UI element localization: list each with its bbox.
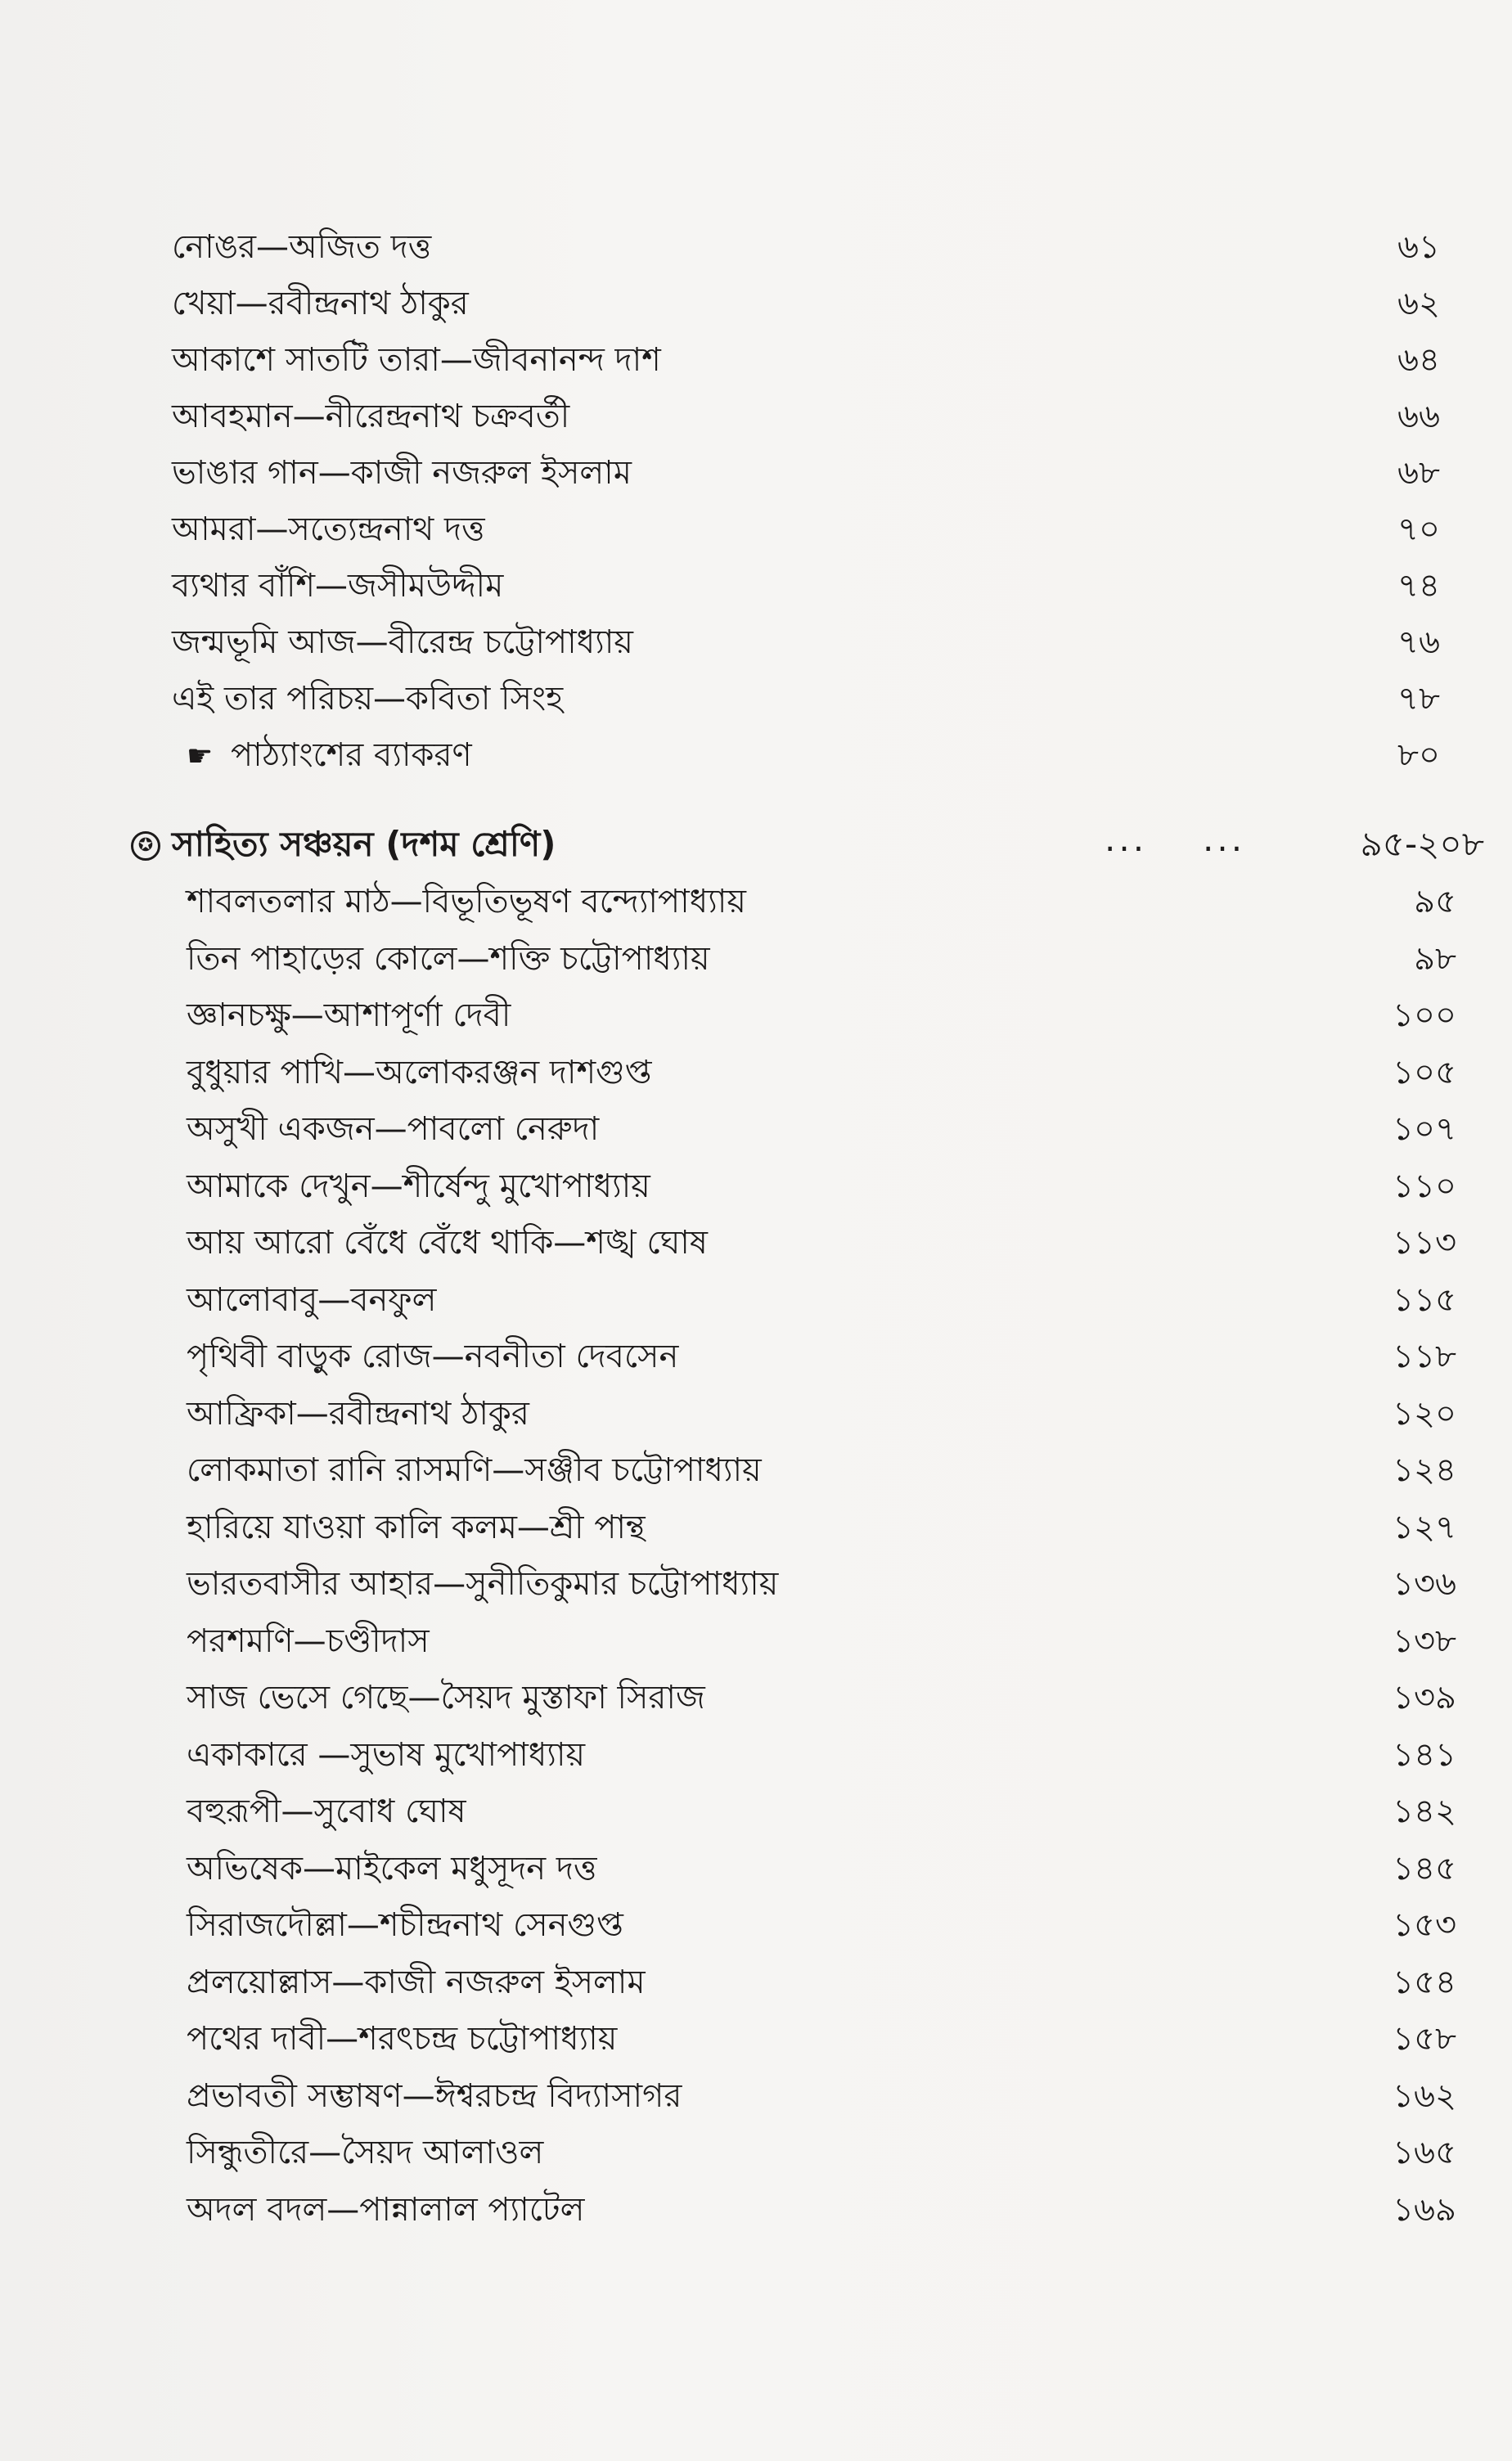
toc-entry-title: লোকমাতা রানি রাসমণি—সঞ্জীব চট্টোপাধ্যায়	[187, 1451, 762, 1489]
toc-entry-page: ১৩৯	[1393, 1679, 1456, 1716]
toc-entry-title: জন্মভূমি আজ—বীরেন্দ্র চট্টোপাধ্যায়	[172, 623, 633, 661]
toc-entry-page: ৬৪	[1397, 341, 1440, 379]
toc-entry-title: ভারতবাসীর আহার—সুনীতিকুমার চট্টোপাধ্যায়	[187, 1565, 779, 1603]
star-circle-icon: ✪	[131, 831, 160, 861]
toc-entry-page: ১৫৪	[1393, 1963, 1456, 2001]
toc-entry-title: পথের দাবী—শরৎচন্দ্র চট্টোপাধ্যায়	[187, 2020, 618, 2058]
toc-entry	[164, 1955, 1489, 2012]
toc-entry-title: তিন পাহাড়ের কোলে—শক্তি চট্টোপাধ্যায়	[187, 939, 710, 978]
toc-entry-title: অদল বদল—পান্নালাল প্যাটেল	[187, 2190, 585, 2229]
toc-entry-page: ১৪১	[1393, 1735, 1456, 1774]
toc-entry-page: ৭৬	[1397, 623, 1440, 661]
toc-entry-title: পৃথিবী বাড়ুক রোজ—নবনীতা দেবসেন	[187, 1338, 679, 1375]
toc-entry	[164, 1500, 1489, 1557]
toc-entry-page: ৬২	[1397, 285, 1440, 322]
toc-entry-title: বহুরূপী—সুবোধ ঘোষ	[187, 1793, 466, 1830]
toc-entry-title: আয় আরো বেঁধে বেঁধে থাকি—শঙ্খ ঘোষ	[187, 1224, 708, 1262]
toc-entry	[164, 445, 1489, 502]
toc-entry-page: ৯৮	[1414, 939, 1456, 978]
toc-entry-page: ১৫৩	[1393, 1906, 1456, 1944]
toc-entry	[164, 1329, 1489, 1386]
toc-entry	[164, 1159, 1489, 1216]
toc-entry	[164, 1784, 1489, 1841]
toc-entry-title: আলোবাবু—বনফুল	[187, 1280, 437, 1319]
toc-entry-title: একাকারে —সুভাষ মুখোপাধ্যায়	[187, 1735, 586, 1774]
toc-entry	[164, 332, 1489, 389]
toc-entry	[164, 1841, 1489, 1898]
toc-entry-title: পাঠ্যাংশের ব্যাকরণ	[231, 736, 472, 774]
toc-entry	[164, 1272, 1489, 1329]
toc-entry-page: ১৩৮	[1393, 1622, 1456, 1660]
leader-dots: ...	[1105, 819, 1148, 859]
toc-entry	[164, 1613, 1489, 1671]
toc-entry-page: ১৬৫	[1393, 2134, 1456, 2171]
toc-entry-title: বুধুয়ার পাখি—অলোকরঞ্জন দাশগুপ্ত	[187, 1053, 652, 1091]
toc-entry	[164, 1045, 1489, 1102]
toc-entry	[164, 1727, 1489, 1784]
toc-entry	[164, 1386, 1489, 1443]
toc-entry-page: ১৩৬	[1393, 1565, 1456, 1603]
toc-entry	[164, 276, 1489, 332]
toc-list-part1	[164, 219, 1489, 727]
toc-entry-page: ৭৮	[1397, 680, 1440, 718]
toc-entry-page: ৬৮	[1397, 454, 1440, 492]
toc-entry-page: ১১৩	[1393, 1224, 1456, 1262]
toc-entry-page: ১৪৫	[1393, 1849, 1456, 1887]
toc-entry-page: ৭০	[1397, 511, 1440, 548]
toc-entry-page: ৯৫	[1414, 883, 1456, 920]
pointing-hand-icon: ☛	[187, 740, 214, 773]
toc-list-part2	[164, 874, 1489, 2238]
toc-entry-title: হারিয়ে যাওয়া কালি কলম—শ্রী পান্থ	[187, 1508, 646, 1546]
toc-entry	[164, 1556, 1489, 1613]
toc-entry-title: প্রলয়োল্লাস—কাজী নজরুল ইসলাম	[187, 1963, 646, 2001]
toc-entry-title: আমাকে দেখুন—শীর্ষেন্দু মুখোপাধ্যায়	[187, 1167, 650, 1205]
toc-entry	[164, 874, 1489, 931]
toc-entry-title: আমরা—সত্যেন্দ্রনাথ দত্ত	[172, 511, 485, 548]
toc-entry	[164, 1215, 1489, 1272]
section-heading	[137, 815, 1489, 874]
toc-entry	[164, 1442, 1489, 1500]
toc-entry	[164, 988, 1489, 1045]
toc-entry-page: ১২০	[1393, 1394, 1456, 1433]
toc-entry	[164, 2182, 1489, 2239]
toc-entry-title: সিন্ধুতীরে—সৈয়দ আলাওল	[187, 2134, 544, 2171]
toc-entry	[164, 614, 1489, 671]
toc-entry	[164, 671, 1489, 727]
toc-entry-title: অসুখী একজন—পাবলো নেরুদা	[187, 1110, 600, 1148]
toc-entry	[164, 219, 1489, 276]
toc-entry	[164, 1101, 1489, 1159]
toc-entry-title: খেয়া—রবীন্দ্রনাথ ঠাকুর	[172, 285, 469, 322]
toc-entry	[164, 931, 1489, 988]
toc-entry-page: ১১৮	[1393, 1338, 1456, 1375]
toc-entry-page: ১৬২	[1393, 2076, 1456, 2115]
toc-entry-title: আবহমান—নীরেন্দ্রনাথ চক্রবর্তী	[172, 398, 570, 435]
leader-dots: ...	[1203, 819, 1246, 859]
section-title: সাহিত্য সঞ্চয়ন (দশম শ্রেণি)	[172, 824, 556, 864]
toc-entry	[164, 1670, 1489, 1727]
toc-entry-title: নোঙর—অজিত দত্ত	[172, 228, 432, 266]
toc-entry	[164, 389, 1489, 445]
toc-entry	[164, 2125, 1489, 2182]
toc-entry-title: প্রভাবতী সম্ভাষণ—ঈশ্বরচন্দ্র বিদ্যাসাগর	[187, 2076, 682, 2115]
toc-entry	[164, 2011, 1489, 2068]
toc-entry-title: ব্যথার বাঁশি—জসীমউদ্দীম	[172, 567, 504, 605]
toc-entry	[164, 558, 1489, 614]
toc-entry-page: ১০৭	[1393, 1110, 1456, 1148]
toc-entry-page: ১১৫	[1393, 1280, 1456, 1319]
toc-entry-grammar	[164, 727, 1489, 784]
toc-entry-page: ১৫৮	[1393, 2020, 1456, 2058]
toc-entry-page: ৮০	[1397, 736, 1440, 774]
toc-entry-title: এই তার পরিচয়—কবিতা সিংহ	[172, 680, 564, 718]
toc-entry-page: ৬১	[1397, 228, 1440, 266]
toc-entry-page: ৭৪	[1397, 567, 1440, 605]
table-of-contents	[137, 219, 1489, 2238]
toc-entry	[164, 502, 1489, 558]
toc-entry-page: ১০৫	[1393, 1053, 1456, 1091]
toc-entry-page: ৬৬	[1397, 398, 1440, 435]
toc-entry-title: শাবলতলার মাঠ—বিভূতিভূষণ বন্দ্যোপাধ্যায়	[187, 883, 746, 920]
toc-entry-title: সাজ ভেসে গেছে—সৈয়দ মুস্তাফা সিরাজ	[187, 1679, 705, 1716]
toc-entry-page: ১০০	[1393, 997, 1456, 1034]
toc-entry-page: ১১০	[1393, 1167, 1456, 1205]
toc-entry-title: সিরাজদৌল্লা—শচীন্দ্রনাথ সেনগুপ্ত	[187, 1906, 623, 1944]
toc-entry-page: ১৬৯	[1393, 2190, 1456, 2229]
toc-entry-title: আফ্রিকা—রবীন্দ্রনাথ ঠাকুর	[187, 1394, 529, 1433]
toc-entry-title: পরশমণি—চণ্ডীদাস	[187, 1622, 430, 1660]
toc-entry-page: ১২৭	[1393, 1508, 1456, 1546]
toc-entry	[164, 1897, 1489, 1955]
toc-entry-page: ১৪২	[1393, 1793, 1456, 1830]
toc-entry-title: আকাশে সাতটি তারা—জীবনানন্দ দাশ	[172, 341, 661, 379]
section-page-range: ৯৫-২০৮	[1360, 824, 1484, 864]
toc-entry-title: জ্ঞানচক্ষু—আশাপূর্ণা দেবী	[187, 997, 511, 1034]
toc-entry-title: ভাঙার গান—কাজী নজরুল ইসলাম	[172, 454, 632, 492]
toc-entry-title: অভিষেক—মাইকেল মধুসূদন দত্ত	[187, 1849, 597, 1887]
toc-entry	[164, 2068, 1489, 2126]
toc-entry-page: ১২৪	[1393, 1451, 1456, 1489]
